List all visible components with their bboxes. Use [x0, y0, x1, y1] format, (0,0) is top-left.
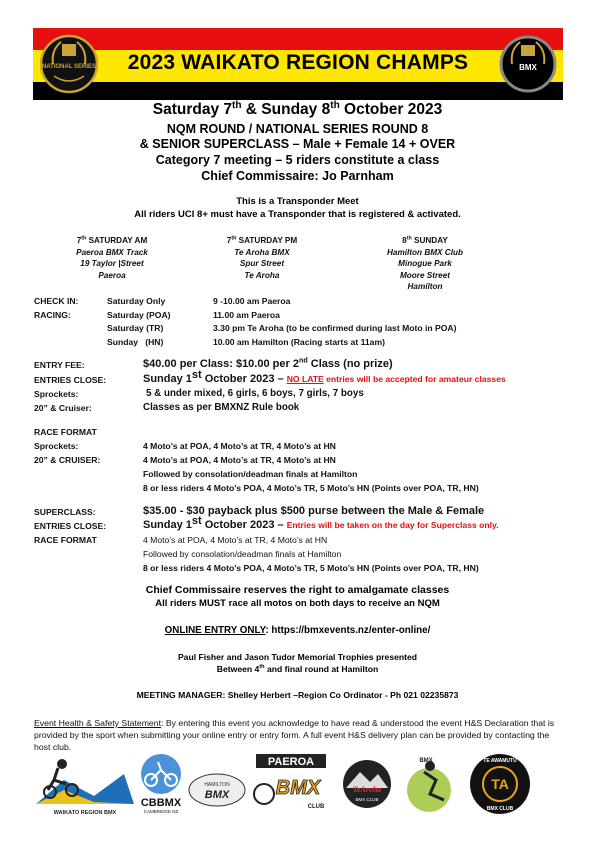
transponder-rule-text: All riders UCI 8+ must have a Transponder that is registered & activated.	[134, 209, 461, 220]
dates-part: & Sunday 8	[241, 101, 331, 118]
sc-on-day-text: Entries will be taken on the day for Superclass only.	[286, 520, 499, 530]
paeroa-logo-club: CLUB	[307, 804, 325, 810]
close-sup: st	[191, 369, 202, 382]
fee-sup: nd	[298, 356, 308, 365]
race-format-title: RACE FORMAT	[34, 427, 97, 437]
banner-black-band	[33, 82, 563, 100]
checkin-day: Saturday Only	[107, 296, 166, 306]
venue-sunday	[350, 235, 500, 293]
no-late-text: NO LATE	[286, 374, 324, 384]
venue-line: Paeroa BMX Track	[76, 247, 148, 257]
racing-label: RACING:	[34, 310, 71, 320]
superclass-value: $35.00 - $30 payback plus $500 purse between the Male & Female	[143, 505, 485, 517]
amalgamate-note: Chief Commissaire reserves the right to amalgamate classes	[145, 584, 450, 596]
racing-day: Saturday (TR)	[107, 323, 164, 333]
entries-close-value	[143, 369, 506, 385]
cruiser-label: 20” & Cruiser:	[34, 403, 92, 413]
fee-part: Class (no prize)	[307, 358, 393, 370]
waikato-logo-text: WAIKATO REGION BMX	[53, 810, 117, 816]
close-part: Sunday 1	[143, 373, 192, 385]
trophy-part: Between 4	[216, 664, 260, 674]
te-aroha-bmx-logo-icon	[343, 760, 391, 808]
transponder-rule	[0, 209, 595, 220]
sprockets-value: 5 & under mixed, 6 girls, 6 boys, 7 girls, 7 boys	[146, 388, 364, 399]
online-entry	[0, 625, 595, 636]
venue-line: Te Aroha BMX	[234, 247, 290, 257]
cambridge-logo-text: CBBMX	[140, 797, 182, 809]
rf-sprockets-label: Sprockets:	[34, 441, 79, 451]
hamilton-logo-bmx: BMX	[204, 789, 230, 801]
category-line: Category 7 meeting – 5 riders constitute a class	[155, 153, 440, 167]
dates-part: Saturday 7	[152, 101, 232, 118]
checkin-value: 9 -10.00 am Paeroa	[213, 296, 291, 306]
venue-day: 8	[402, 236, 407, 245]
sc-close-part: October 2023 –	[201, 519, 287, 531]
superclass-title: & SENIOR SUPERCLASS – Male + Female 14 + OVER	[139, 137, 456, 151]
sc-close-label: ENTRIES CLOSE:	[34, 521, 107, 531]
sc-format-3: 8 or less riders 4 Moto’s POA, 4 Moto’s TR, 5 Moto’s HN (Points over POA, TR, HN)	[143, 563, 479, 573]
close-part: October 2023 –	[201, 373, 287, 385]
sc-format-label: RACE FORMAT	[34, 535, 97, 545]
national-series-logo-icon	[40, 24, 98, 98]
rider-bmx-logo-icon	[407, 758, 451, 812]
sprockets-label: Sprockets:	[34, 389, 79, 399]
event-dates	[0, 101, 595, 119]
venue-line: Hamilton	[407, 282, 443, 291]
te-awamutu-logo-sub: BMX CLUB	[486, 806, 514, 812]
venue-day: 7	[226, 236, 232, 245]
venue-line: Minogue Park	[398, 259, 452, 268]
bmx-logo-icon	[499, 24, 557, 98]
banner-title: 2023 WAIKATO REGION CHAMPS	[127, 51, 469, 74]
trophy-sup: th	[259, 664, 265, 671]
racing-day: Sunday (HN)	[107, 337, 164, 347]
national-series-logo-text: NATIONAL SERIES	[41, 64, 97, 70]
sc-format-1: 4 Moto’s at POA, 4 Moto’s at TR, 4 Moto’s at HN	[143, 535, 328, 545]
venue-saturday-am	[37, 235, 187, 281]
venue-line: Spur Street	[239, 259, 285, 268]
rf-cruiser-value: 4 Moto’s at POA, 4 Moto’s at TR, 4 Moto’s at HN	[143, 455, 336, 465]
rf-cruiser-label: 20” & CRUISER:	[34, 455, 101, 465]
dates-sup: th	[330, 99, 340, 111]
entry-fee-label: ENTRY FEE:	[34, 360, 85, 370]
trophy-line-2	[0, 664, 595, 674]
safety-label: Event Health & Safety Statement	[34, 718, 162, 728]
sc-close-value	[143, 515, 499, 531]
venue-day-sup: th	[406, 235, 412, 242]
racing-value: 10.00 am Hamilton (Racing starts at 11am)	[213, 337, 385, 347]
rf-cruiser-small: 8 or less riders 4 Moto’s POA, 4 Moto’s TR, 5 Moto’s HN (Points over POA, TR, HN)	[143, 483, 479, 493]
entry-fee-value	[143, 358, 393, 370]
entries-close-label: ENTRIES CLOSE:	[34, 375, 107, 385]
sc-close-sup: st	[191, 515, 202, 528]
racing-value: 11.00 am Paeroa	[213, 310, 280, 320]
bmx-logo-text: BMX	[519, 63, 537, 72]
racing-value: 3.30 pm Te Aroha (to be confirmed during last Moto in POA)	[213, 323, 457, 333]
round-title: NQM ROUND / NATIONAL SERIES ROUND 8	[166, 122, 429, 136]
club-logos	[34, 750, 562, 818]
checkin-label: CHECK IN:	[34, 296, 79, 306]
venue-day-sup: th	[231, 235, 237, 242]
no-late-rest: entries will be accepted for amateur classes	[323, 374, 506, 384]
venue-line: Hamilton BMX Club	[387, 247, 463, 257]
venue-line: Moore Street	[399, 270, 451, 280]
fee-part: $40.00 per Class: $10.00 per 2	[143, 358, 299, 370]
venue-day: SATURDAY PM	[236, 236, 298, 245]
banner-red-band	[33, 28, 563, 50]
venue-day-sup: th	[81, 235, 87, 242]
venue-line: Te Aroha	[244, 270, 280, 280]
sc-format-2: Followed by consolation/deadman finals at Hamilton	[143, 549, 342, 559]
cambridge-logo-sub: CAMBRIDGE NZ	[143, 809, 179, 814]
venue-line: Paeroa	[98, 270, 126, 280]
cambridge-bmx-logo-icon	[141, 754, 182, 814]
rider-logo-text: BMX	[419, 758, 433, 764]
rf-cruiser-finals: Followed by consolation/deadman finals at Hamilton	[143, 469, 358, 479]
paeroa-logo-text: PAEROA	[267, 756, 315, 768]
te-awamutu-logo-mark: TA	[491, 776, 509, 792]
venue-day: SUNDAY	[411, 236, 448, 245]
venue-day: 7	[76, 236, 82, 245]
safety-statement	[34, 717, 564, 753]
paeroa-bmx-logo-icon	[254, 754, 326, 810]
meeting-manager: MEETING MANAGER: Shelley Herbert –Region Co Ordinator - Ph 021 02235873	[136, 690, 459, 700]
venue-day: SATURDAY AM	[86, 236, 148, 245]
trophy-part: and final round at Hamilton	[264, 664, 379, 674]
te-awamutu-logo-text: TE AWAMUTU	[483, 758, 517, 764]
cruiser-value: Classes as per BMXNZ Rule book	[143, 402, 300, 413]
safety-text: : By entering this event you acknowledge to have read & understood the event H&S Declaration that is provided by the sport when submitting your online entry or entry form. A full event H&S delivery plan can be provided by contacting the host club.	[34, 718, 555, 752]
dates-sup: th	[232, 99, 242, 111]
waikato-region-bmx-logo-icon	[36, 759, 134, 816]
online-entry-url[interactable]: : https://bmxevents.nz/enter-online/	[265, 625, 431, 636]
sc-close-part: Sunday 1	[143, 519, 192, 531]
venue-saturday-pm	[187, 235, 337, 281]
te-aroha-logo-text: TeAroha	[352, 785, 382, 794]
transponder-line: This is a Transponder Meet	[236, 196, 359, 207]
venue-line: 19 Taylor |Street	[80, 259, 144, 268]
header-banner	[33, 28, 563, 100]
superclass-label: SUPERCLASS:	[34, 507, 96, 517]
te-aroha-logo-sub: BMX CLUB	[355, 797, 379, 802]
online-entry-label: ONLINE ENTRY ONLY	[164, 625, 266, 636]
hamilton-logo-text: HAMILTON	[204, 782, 230, 788]
trophy-line-1: Paul Fisher and Jason Tudor Memorial Trophies presented	[177, 652, 418, 662]
hamilton-bmx-logo-icon	[189, 774, 245, 806]
chief-commissaire-line: Chief Commissaire: Jo Parnham	[201, 169, 394, 183]
rf-sprockets-value: 4 Moto’s at POA, 4 Moto’s at TR, 4 Moto’s at HN	[143, 441, 336, 451]
nqm-note: All riders MUST race all motos on both days to receive an NQM	[155, 598, 440, 609]
te-awamutu-bmx-logo-icon	[470, 754, 530, 814]
racing-day: Saturday (POA)	[107, 310, 171, 320]
dates-part: October 2023	[339, 101, 443, 118]
paeroa-logo-bmx: BMX	[275, 777, 321, 799]
